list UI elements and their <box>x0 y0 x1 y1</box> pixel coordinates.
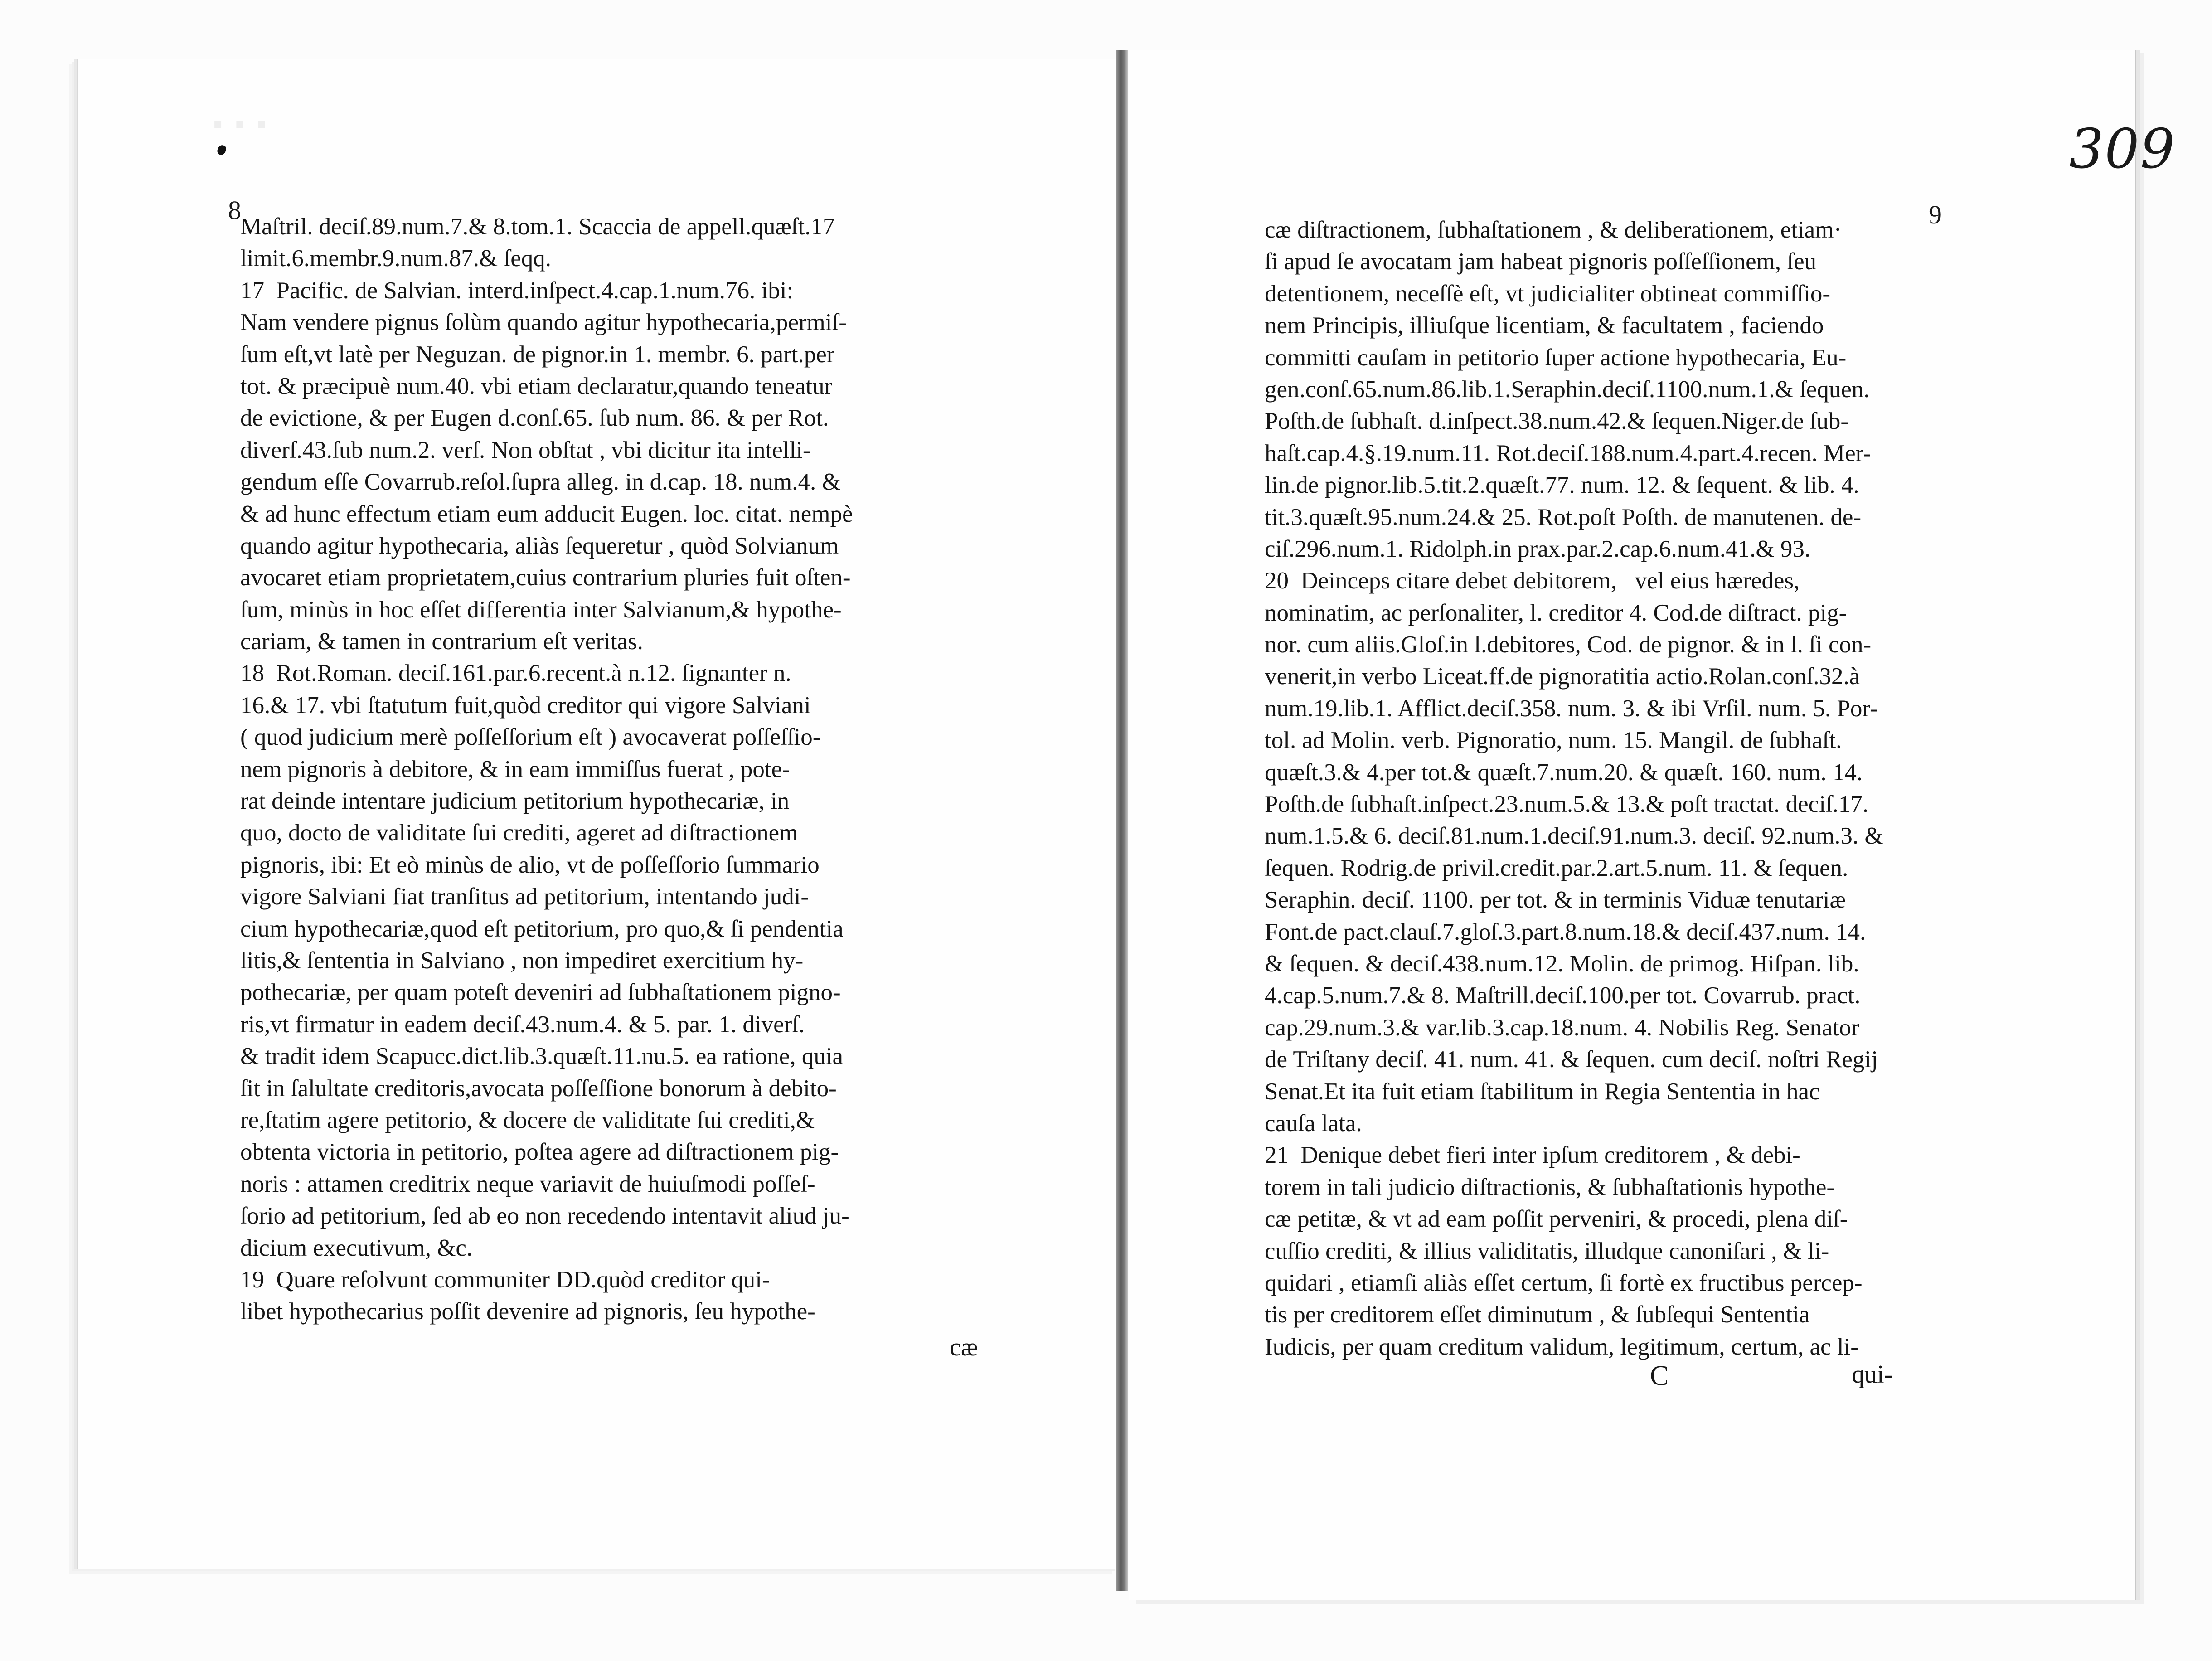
text-line: limit.6.membr.9.num.87.& ſeqq. <box>240 245 552 272</box>
book-gutter <box>1116 50 1128 1591</box>
text-line: quidari , etiamſi aliàs eſſet certum, ſi fortè ex fructibus percep- <box>1265 1269 1863 1296</box>
left-catchword: cæ <box>950 1333 978 1361</box>
text-line: cauſa lata. <box>1265 1110 1362 1136</box>
text-line: Maſtril. deciſ.89.num.7.& 8.tom.1. Scaccia de appell.quæſt.17 <box>240 214 835 240</box>
text-line: cariam, & tamen in contrarium eſt veritas. <box>240 628 643 655</box>
text-line: 20 Deinceps citare debet debitorem, vel eius hæredes, <box>1265 568 1800 594</box>
text-line: committi cauſam in petitorio ſuper actione hypothecaria, Eu- <box>1265 344 1847 371</box>
text-line: 17 Pacific. de Salvian. interd.inſpect.4.cap.1.num.76. ibi: <box>240 277 794 304</box>
left-page-number: 8 <box>228 195 241 225</box>
right-page-number: 9 <box>1929 200 1942 229</box>
text-line: ſit in ſalultate creditoris,avocata poſſeſſione bonorum à debito- <box>240 1075 837 1102</box>
text-line: quo, docto de validitate ſui crediti, ageret ad diſtractionem <box>240 820 798 846</box>
text-line: diverſ.43.ſub num.2. verſ. Non obſtat , vbi dicitur ita intelli- <box>240 437 811 463</box>
text-line: torem in tali judicio diſtractionis, & ſubhaſtationis hypothe- <box>1265 1174 1835 1200</box>
text-line: obtenta victoria in petitorio, poſtea agere ad diſtractionem pig- <box>240 1139 839 1166</box>
text-line: dicium executivum, &c. <box>240 1234 473 1261</box>
text-line: ciſ.296.num.1. Ridolph.in prax.par.2.cap.6.num.41.& 93. <box>1265 535 1811 562</box>
text-line: 4.cap.5.num.7.& 8. Maſtrill.deciſ.100.per tot. Covarrub. pract. <box>1265 982 1861 1009</box>
text-line: 21 Denique debet fieri inter ipſum creditorem , & debi- <box>1265 1142 1800 1169</box>
left-page-text <box>240 211 984 1328</box>
text-line: quando agitur hypothecaria, aliàs ſequeretur , quòd Solvianum <box>240 532 839 559</box>
text-line: Seraphin. deciſ. 1100. per tot. & in terminis Viduæ tenutariæ <box>1265 887 1846 913</box>
text-line: de Triſtany deciſ. 41. num. 41. & ſequen. cum deciſ. noſtri Regij <box>1265 1046 1878 1073</box>
text-line: tot. & præcipuè num.40. vbi etiam declaratur,quando teneatur <box>240 373 833 399</box>
text-line: avocaret etiam proprietatem,cuius contrarium pluries fuit oſten- <box>240 564 851 591</box>
text-line: ſequen. Rodrig.de privil.credit.par.2.art.5.num. 11. & ſequen. <box>1265 855 1848 881</box>
text-line: Iudicis, per quam creditum validum, legitimum, certum, ac li- <box>1265 1333 1858 1360</box>
text-line: ſum eſt,vt latè per Neguzan. de pignor.in 1. membr. 6. part.per <box>240 341 835 368</box>
text-line: pothecariæ, per quam poteſt deveniri ad ſubhaſtationem pigno- <box>240 979 841 1006</box>
text-line: Font.de pact.clauſ.7.gloſ.3.part.8.num.18.& deciſ.437.num. 14. <box>1265 918 1866 945</box>
text-line: & ſequen. & deciſ.438.num.12. Molin. de primog. Hiſpan. lib. <box>1265 950 1859 977</box>
text-line: 18 Rot.Roman. deciſ.161.par.6.recent.à n.12. ſignanter n. <box>240 660 791 687</box>
text-line: nem Principis, illiuſque licentiam, & facultatem , faciendo <box>1265 312 1824 339</box>
text-line: cæ petitæ, & vt ad eam poſſit perveniri, & procedi, plena diſ- <box>1265 1206 1848 1233</box>
text-line: pignoris, ibi: Et eò minùs de alio, vt de poſſeſſorio ſummario <box>240 851 820 878</box>
text-line: cium hypothecariæ,quod eſt petitorium, pro quo,& ſi pendentia <box>240 915 844 942</box>
text-line: cap.29.num.3.& var.lib.3.cap.18.num. 4. Nobilis Reg. Senator <box>1265 1014 1859 1041</box>
right-page-text <box>1265 214 1908 1363</box>
text-line: Poſth.de ſubhaſt.inſpect.23.num.5.& 13.& poſt tractat. deciſ.17. <box>1265 791 1869 818</box>
text-line: ſi apud ſe avocatam jam habeat pignoris poſſeſſionem, ſeu <box>1265 248 1817 275</box>
signature-mark: C <box>1650 1360 1669 1391</box>
text-line: 16.& 17. vbi ſtatutum fuit,quòd creditor qui vigore Salviani <box>240 692 811 719</box>
text-line: libet hypothecarius poſſit devenire ad pignoris, ſeu hypothe- <box>240 1298 815 1325</box>
text-line: haſt.cap.4.§.19.num.11. Rot.deciſ.188.num.4.part.4.recen. Mer- <box>1265 440 1871 466</box>
text-line: detentionem, neceſſè eſt, vt judicialiter obtineat commiſſio- <box>1265 280 1831 307</box>
text-line: rat deinde intentare judicium petitorium hypothecariæ, in <box>240 788 790 815</box>
text-line: Poſth.de ſubhaſt. d.inſpect.38.num.42.& ſequen.Niger.de ſub- <box>1265 408 1848 435</box>
text-line: num.1.5.& 6. deciſ.81.num.1.deciſ.91.num.3. deciſ. 92.num.3. & <box>1265 823 1883 850</box>
text-line: tis per creditorem eſſet diminutum , & ſubſequi Sententia <box>1265 1302 1810 1328</box>
text-line: ſum, minùs in hoc eſſet differentia inter Salvianum,& hypothe- <box>240 596 842 623</box>
text-line: cæ diſtractionem, ſubhaſtationem , & deliberationem, etiam· <box>1265 217 1842 243</box>
text-line: ( quod judicium merè poſſeſſorium eſt ) avocaverat poſſeſſio- <box>240 724 821 751</box>
text-line: venerit,in verbo Liceat.ff.de pignoratitia actio.Rolan.conſ.32.à <box>1265 663 1860 690</box>
text-line: re,ſtatim agere petitorio, & docere de validitate ſui crediti,& <box>240 1107 815 1133</box>
text-line: & tradit idem Scapucc.dict.lib.3.quæſt.11.nu.5. ea ratione, quia <box>240 1043 844 1070</box>
text-line: tit.3.quæſt.95.num.24.& 25. Rot.poſt Poſth. de manutenen. de- <box>1265 504 1862 530</box>
text-line: ſorio ad petitorium, ſed ab eo non recedendo intentavit aliud ju- <box>240 1203 849 1229</box>
text-line: lin.de pignor.lib.5.tit.2.quæſt.77. num. 12. & ſequent. & lib. 4. <box>1265 472 1859 499</box>
text-line: nor. cum aliis.Gloſ.in l.debitores, Cod. de pignor. & in l. ſi con- <box>1265 631 1872 658</box>
text-line: nominatim, ac perſonaliter, l. creditor 4. Cod.de diſtract. pig- <box>1265 599 1847 626</box>
text-line: tol. ad Molin. verb. Pignoratio, num. 15. Mangil. de ſubhaſt. <box>1265 727 1842 754</box>
text-line: gendum eſſe Covarrub.reſol.ſupra alleg. in d.cap. 18. num.4. & <box>240 469 841 495</box>
text-line: quæſt.3.& 4.per tot.& quæſt.7.num.20. & quæſt. 160. num. 14. <box>1265 759 1863 786</box>
text-line: Nam vendere pignus ſolùm quando agitur hypothecaria,permiſ- <box>240 309 847 336</box>
text-line: Senat.Et ita fuit etiam ſtabilitum in Regia Sententia in hac <box>1265 1078 1820 1105</box>
text-line: cuſſio crediti, & illius validitatis, illudque canoniſari , & li- <box>1265 1238 1829 1264</box>
right-catchword: qui- <box>1852 1360 1893 1389</box>
handwritten-folio-number: 309 <box>2069 118 2176 181</box>
text-line: litis,& ſententia in Salviano , non impediret exercitium hy- <box>240 947 804 974</box>
text-line: nem pignoris à debitore, & in eam immiſſus fuerat , pote- <box>240 756 790 782</box>
text-line: 19 Quare reſolvunt communiter DD.quòd creditor qui- <box>240 1266 770 1293</box>
text-line: & ad hunc effectum etiam eum adducit Eugen. loc. citat. nempè <box>240 500 853 527</box>
text-line: vigore Salviani fiat tranſitus ad petitorium, intentando judi- <box>240 884 809 910</box>
text-line: gen.conſ.65.num.86.lib.1.Seraphin.deciſ.1100.num.1.& ſequen. <box>1265 376 1870 403</box>
text-line: de evictione, & per Eugen d.conſ.65. ſub num. 86. & per Rot. <box>240 405 829 432</box>
show-through-mark: ▪ ▪ ▪ <box>213 109 269 139</box>
text-line: ris,vt firmatur in eadem deciſ.43.num.4. & 5. par. 1. diverſ. <box>240 1011 805 1038</box>
text-line: noris : attamen creditrix neque variavit de huiuſmodi poſſeſ- <box>240 1170 815 1197</box>
text-line: num.19.lib.1. Afflict.deciſ.358. num. 3. & ibi Vrſil. num. 5. Por- <box>1265 695 1878 722</box>
